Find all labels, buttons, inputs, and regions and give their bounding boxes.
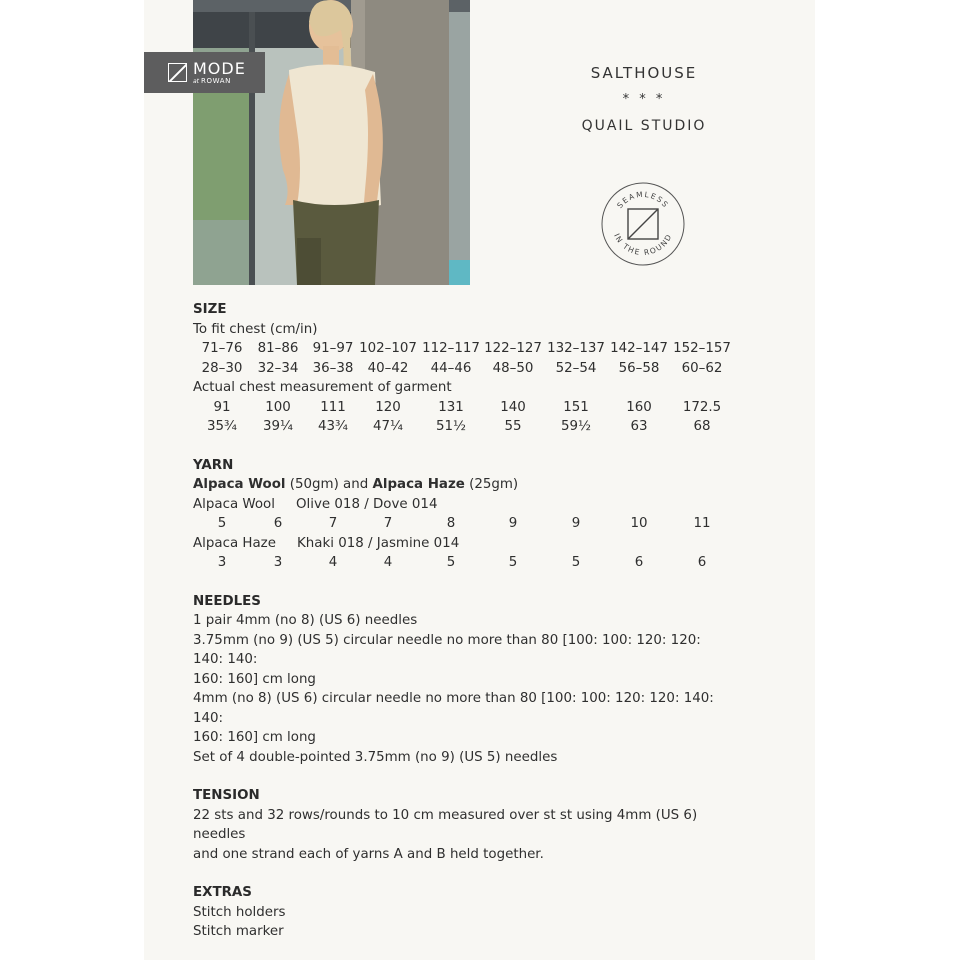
qty-cell: 5 bbox=[571, 555, 581, 570]
brand-name: MODE bbox=[193, 58, 246, 78]
size-cell: 68 bbox=[693, 419, 711, 434]
size-cell: 131 bbox=[438, 399, 464, 415]
needles-line: 160: 160] cm long bbox=[193, 671, 316, 687]
size-cell: 142–147 bbox=[610, 341, 668, 356]
qty-cell: 3 bbox=[217, 555, 227, 570]
size-cell: 28–30 bbox=[201, 360, 243, 376]
brand-logo bbox=[144, 52, 265, 93]
size-cell: 71–76 bbox=[201, 341, 243, 356]
haze-label-row bbox=[193, 534, 733, 554]
title-divider: * * * bbox=[622, 92, 666, 107]
extras-line: Stitch holders bbox=[193, 904, 286, 920]
qty-cell: 9 bbox=[571, 516, 581, 531]
size-cell: 55 bbox=[504, 419, 522, 434]
brand-subtitle: at ROWAN bbox=[193, 76, 231, 85]
size-cell: 151 bbox=[563, 399, 589, 415]
badge-bottom-text: IN THE ROUND bbox=[612, 231, 674, 258]
size-cell: 120 bbox=[375, 399, 401, 415]
needles-line: 1 pair 4mm (no 8) (US 6) needles bbox=[193, 613, 418, 628]
size-cell: 140 bbox=[500, 399, 526, 415]
actual-cm-row bbox=[193, 398, 733, 418]
size-cell: 59½ bbox=[560, 419, 592, 434]
qty-cell: 9 bbox=[508, 516, 518, 531]
wool-qty-row bbox=[193, 514, 733, 534]
size-cell: 51½ bbox=[435, 419, 467, 434]
size-cell: 172.5 bbox=[682, 399, 722, 415]
size-cell: 63 bbox=[630, 419, 648, 434]
size-cell: 47¼ bbox=[372, 419, 404, 434]
size-cell: 48–50 bbox=[492, 360, 534, 376]
yarn-intro: Alpaca Wool (50gm) and Alpaca Haze (25gm) bbox=[193, 477, 519, 492]
title-block bbox=[544, 64, 744, 138]
seamless-badge bbox=[600, 181, 686, 267]
tension-heading: TENSION bbox=[193, 788, 260, 803]
designer-name: QUAIL STUDIO bbox=[581, 118, 707, 134]
needles-line: Set of 4 double-pointed 3.75mm (no 9) (US 5) needles bbox=[193, 749, 558, 765]
size-cell: 39¼ bbox=[262, 419, 294, 434]
badge-top-text: SEAMLESS bbox=[615, 189, 671, 211]
size-cell: 160 bbox=[626, 399, 652, 415]
needles-line: 160: 160] cm long bbox=[193, 730, 316, 745]
size-heading: SIZE bbox=[193, 302, 227, 317]
actual-chest-label: Actual chest measurement of garment bbox=[193, 380, 452, 395]
size-cell: 40–42 bbox=[367, 360, 409, 376]
tension-line: and one strand each of yarns A and B held together. bbox=[193, 846, 544, 862]
needles-line: 4mm (no 8) (US 6) circular needle no more than 80 [100: 100: 120: 120: 140: 140: bbox=[193, 691, 714, 726]
size-cell: 122–127 bbox=[484, 341, 542, 356]
size-cell: 111 bbox=[320, 399, 346, 415]
fit-cm-row bbox=[193, 339, 733, 359]
haze-colors: Khaki 018 / Jasmine 014 bbox=[297, 535, 460, 551]
qty-cell: 4 bbox=[328, 555, 338, 570]
svg-text:IN THE ROUND bbox=[612, 232, 674, 257]
haze-qty-row bbox=[193, 553, 733, 573]
qty-cell: 7 bbox=[328, 516, 338, 531]
size-cell: 102–107 bbox=[359, 341, 417, 356]
size-cell: 100 bbox=[265, 399, 291, 415]
qty-cell: 5 bbox=[217, 516, 227, 531]
qty-cell: 8 bbox=[446, 516, 456, 531]
size-cell: 44–46 bbox=[430, 360, 472, 376]
needles-heading: NEEDLES bbox=[193, 593, 261, 609]
tension-line: 22 sts and 32 rows/rounds to 10 cm measured over st st using 4mm (US 6) needles bbox=[193, 807, 698, 842]
qty-cell: 6 bbox=[697, 555, 707, 570]
actual-in-row bbox=[193, 417, 733, 437]
size-cell: 81–86 bbox=[257, 341, 299, 356]
size-cell: 52–54 bbox=[555, 360, 597, 376]
size-cell: 91 bbox=[213, 399, 231, 415]
qty-cell: 7 bbox=[383, 516, 393, 531]
size-cell: 152–157 bbox=[673, 341, 731, 356]
yarn-heading: YARN bbox=[193, 457, 234, 473]
svg-text:SEAMLESS bbox=[615, 190, 671, 210]
model-photo bbox=[193, 0, 470, 285]
qty-cell: 3 bbox=[273, 555, 283, 570]
size-cell: 35¾ bbox=[206, 419, 238, 434]
haze-label: Alpaca Haze bbox=[193, 535, 276, 551]
brand-mark-icon bbox=[168, 63, 187, 82]
wool-label-row bbox=[193, 495, 733, 515]
wool-label: Alpaca Wool bbox=[193, 496, 275, 512]
needles-line: 3.75mm (no 9) (US 5) circular needle no more than 80 [100: 100: 120: 120: 140: 140: bbox=[193, 632, 701, 667]
size-cell: 112–117 bbox=[422, 341, 480, 356]
fit-chest-label: To fit chest (cm/in) bbox=[193, 321, 318, 337]
extras-heading: EXTRAS bbox=[193, 885, 252, 900]
square-diagonal-icon bbox=[628, 209, 658, 239]
fit-in-row bbox=[193, 359, 733, 379]
size-cell: 32–34 bbox=[257, 360, 299, 376]
size-cell: 132–137 bbox=[547, 341, 605, 356]
size-cell: 56–58 bbox=[618, 360, 660, 376]
size-cell: 36–38 bbox=[312, 360, 354, 376]
pattern-details bbox=[193, 300, 733, 942]
qty-cell: 6 bbox=[273, 516, 283, 531]
qty-cell: 11 bbox=[693, 516, 711, 531]
qty-cell: 5 bbox=[508, 555, 518, 570]
design-name: SALTHOUSE bbox=[590, 64, 698, 82]
size-cell: 60–62 bbox=[681, 360, 723, 376]
qty-cell: 4 bbox=[383, 555, 393, 570]
size-cell: 91–97 bbox=[312, 341, 354, 356]
extras-line: Stitch marker bbox=[193, 924, 284, 939]
qty-cell: 6 bbox=[634, 555, 644, 570]
qty-cell: 5 bbox=[446, 555, 456, 570]
size-cell: 43¾ bbox=[317, 419, 349, 434]
qty-cell: 10 bbox=[630, 516, 648, 531]
wool-colors: Olive 018 / Dove 014 bbox=[296, 496, 438, 512]
